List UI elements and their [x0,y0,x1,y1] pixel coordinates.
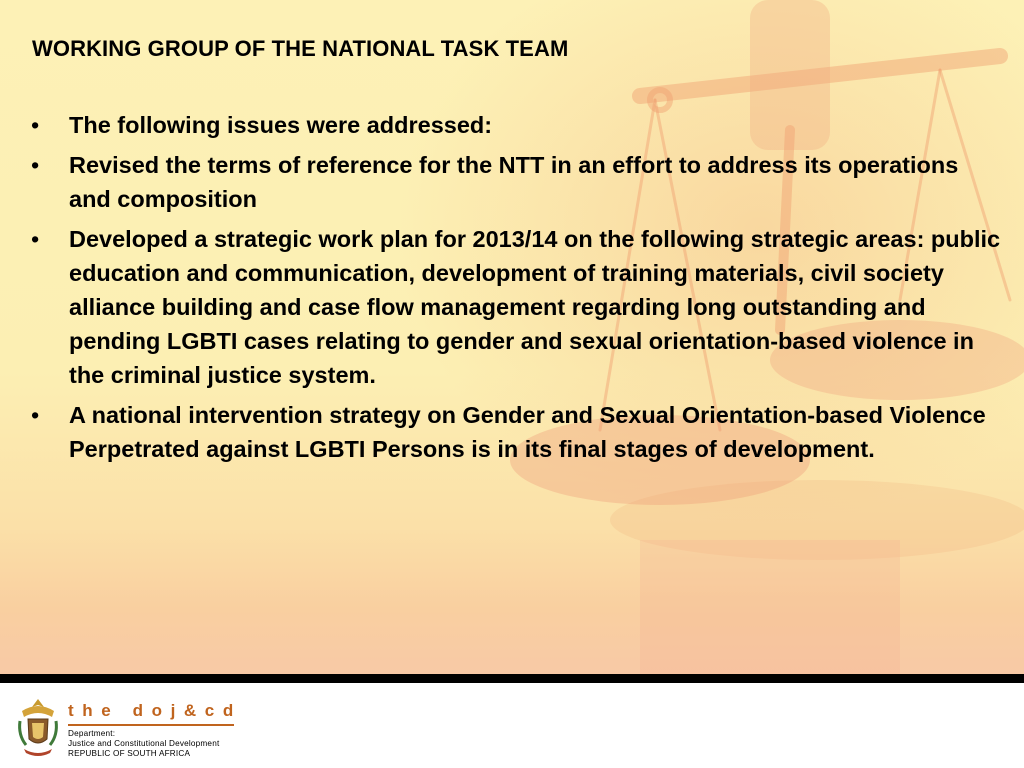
coat-of-arms-icon [14,695,62,759]
bullet-text: Developed a strategic work plan for 2013/14 on the following strategic areas: public education and communication, development of training materials, civil society alliance building and case flow management regarding long outstanding and pending LGBTI cases relating to gender and sexual orientation-based violence in the criminal justice system. [69,226,1001,388]
bullet-item [0,222,1024,392]
bullet-list [0,108,1024,472]
bullet-dot: • [31,112,40,138]
bullet-dot: • [31,226,40,252]
footer-divider [0,674,1024,683]
brand-underline [68,724,234,726]
department-name: Justice and Constitutional Development [68,739,220,748]
bullet-item [0,398,1024,466]
bullet-text: The following issues were addressed: [69,112,493,138]
bullet-item [0,108,1024,142]
bullet-text: Revised the terms of reference for the NTT in an effort to address its operations and composition [69,152,959,212]
bullet-text: A national intervention strategy on Gender and Sexual Orientation-based Violence Perpetrated against LGBTI Persons is in its final stages of development. [69,402,986,462]
bullet-item [0,148,1024,216]
brand-wordmark: the doj&cd [68,701,242,720]
country-name: REPUBLIC OF SOUTH AFRICA [68,749,191,758]
bullet-dot: • [31,152,40,178]
department-label: Department: [68,729,116,738]
slide-title: WORKING GROUP OF THE NATIONAL TASK TEAM [32,36,569,61]
bullet-dot: • [31,402,40,428]
footer [0,683,1024,768]
